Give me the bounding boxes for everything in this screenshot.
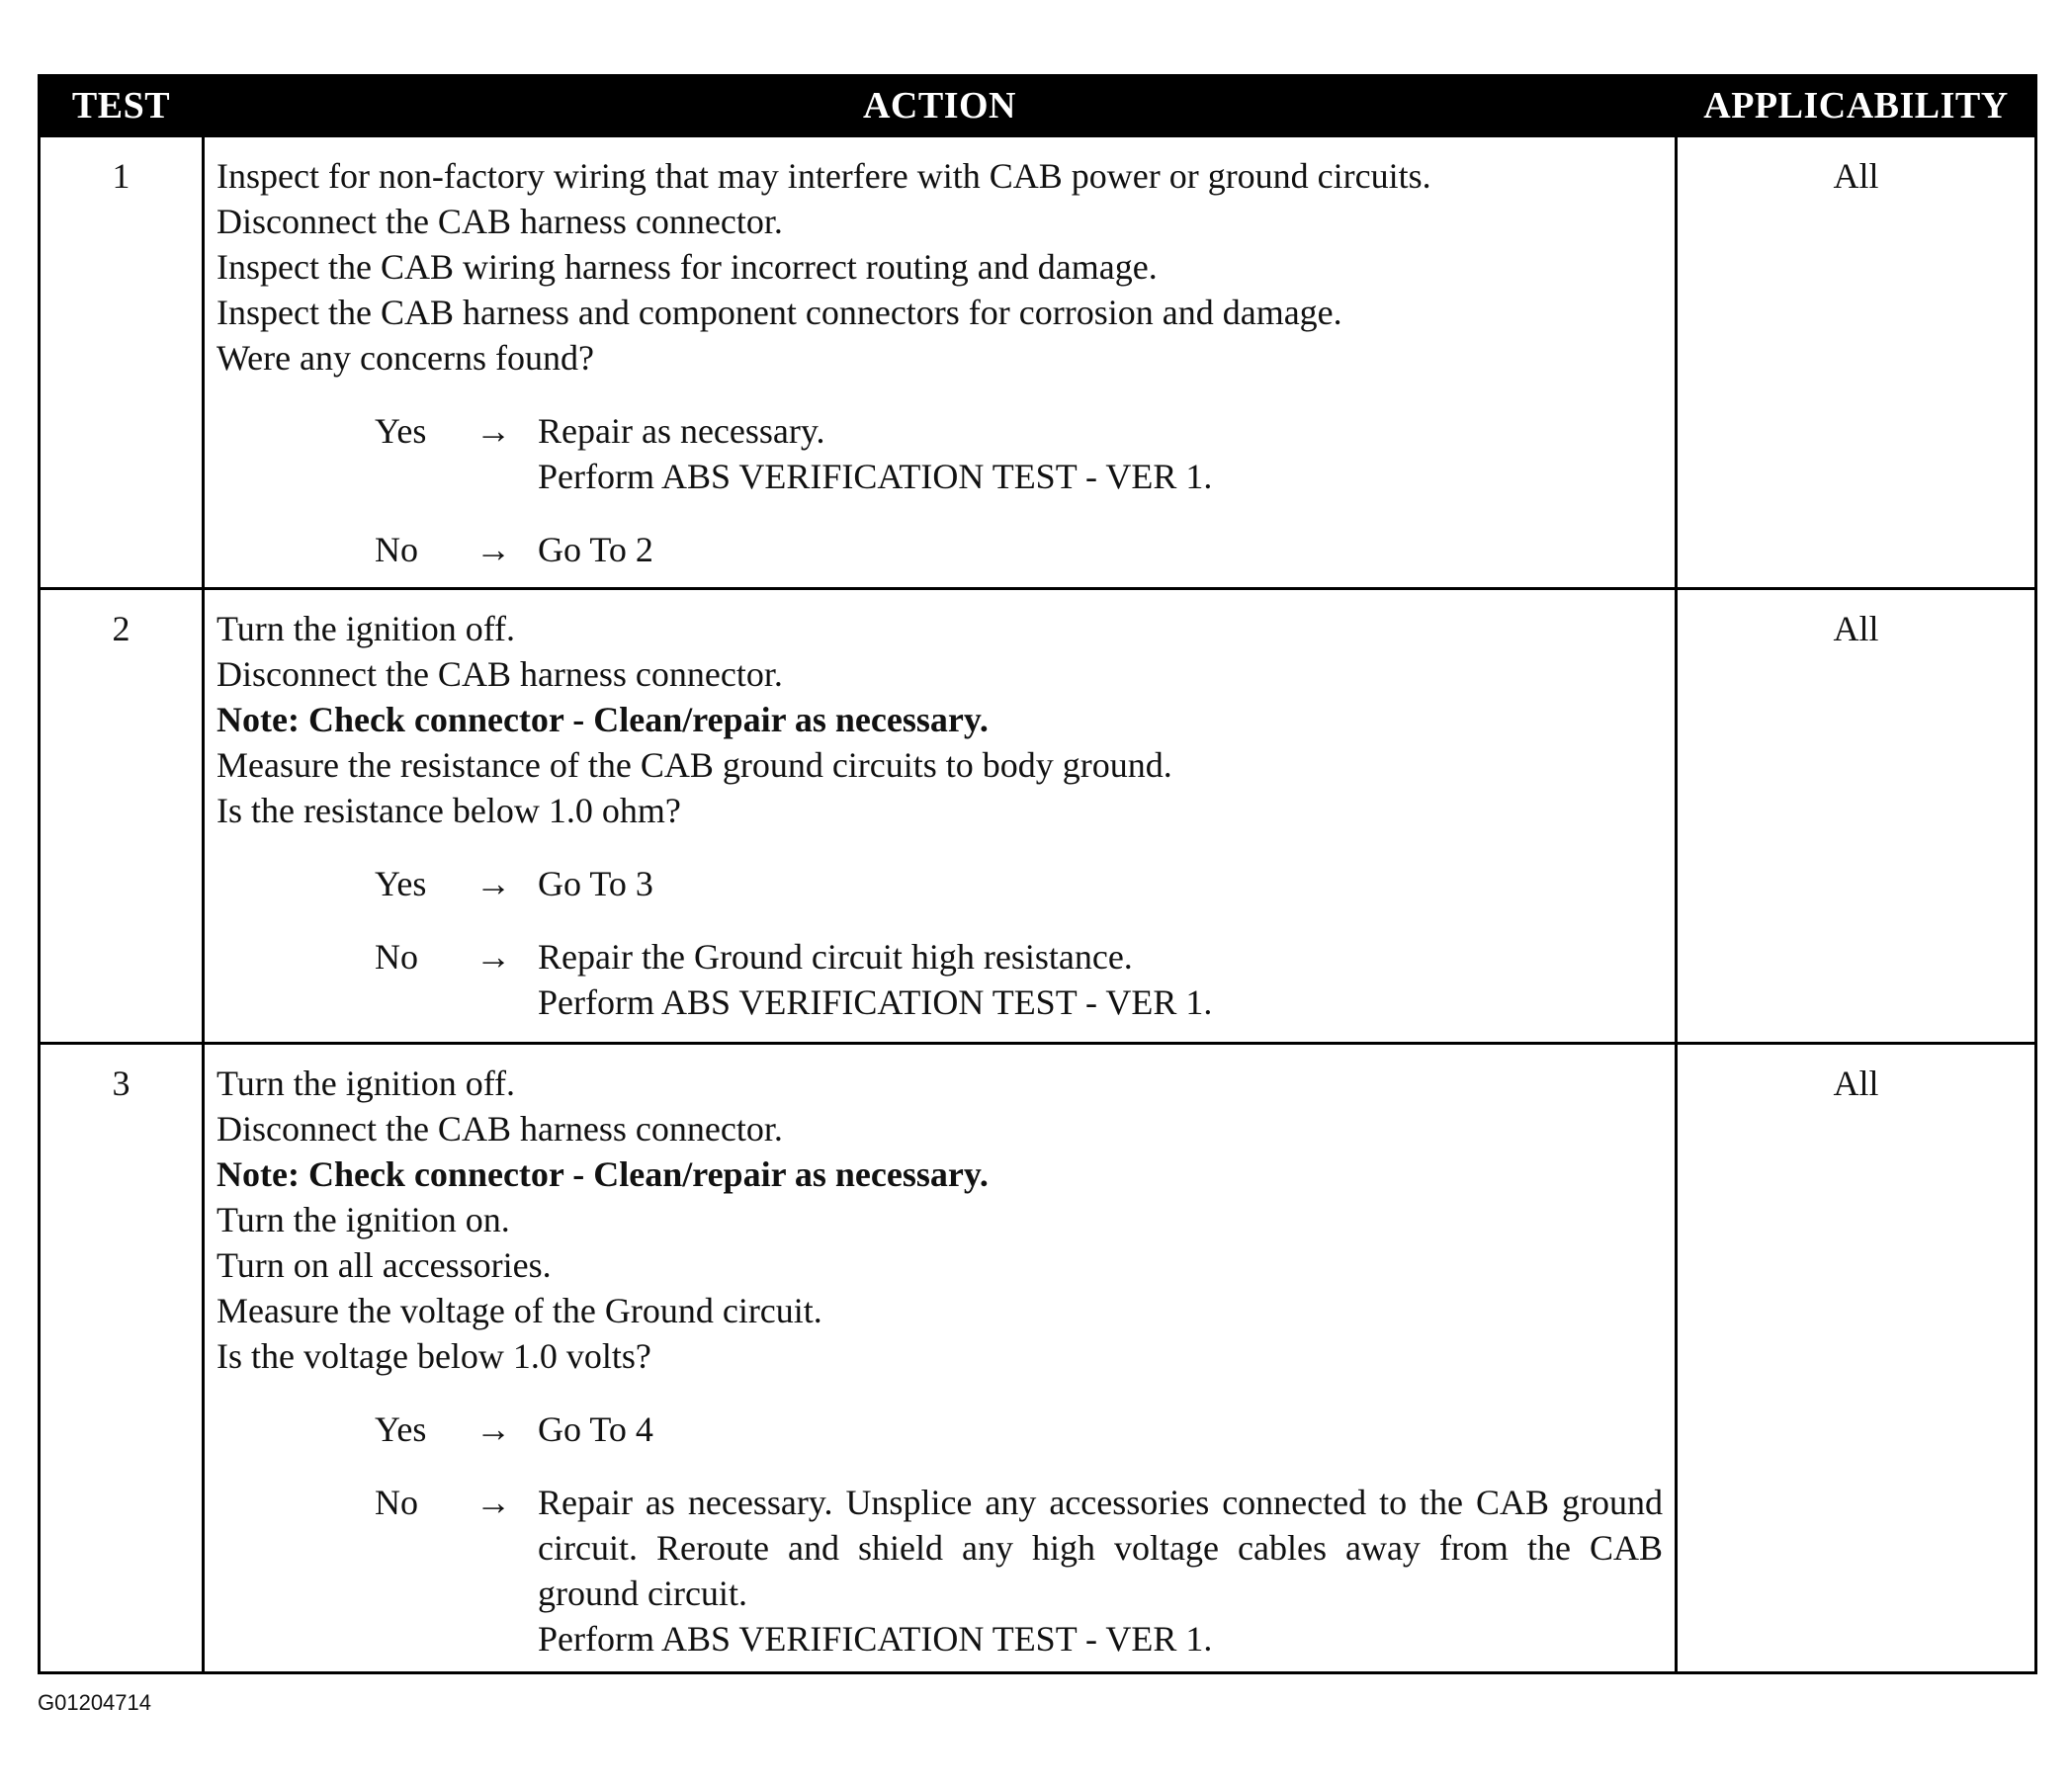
diagnostic-test-table: [38, 74, 2037, 1674]
table-row: [40, 1044, 2036, 1673]
action-step: Turn the ignition on.: [216, 1200, 510, 1239]
no-outcome: [375, 934, 1663, 1025]
action-step: Disconnect the CAB harness connector.: [216, 654, 783, 694]
arrow-icon: →: [475, 1409, 511, 1449]
action-step: Disconnect the CAB harness connector.: [216, 1109, 783, 1149]
yes-outcome: [375, 408, 1663, 499]
applicability-cell: All: [1677, 136, 2036, 589]
no-result: Go To 2: [538, 530, 653, 569]
action-step: Measure the resistance of the CAB ground circuits to body ground.: [216, 745, 1172, 785]
yes-label: Yes: [375, 864, 427, 903]
no-result: Repair the Ground circuit high resistance. Perform ABS VERIFICATION TEST - VER 1.: [538, 937, 1213, 1022]
no-outcome: [375, 527, 1663, 572]
no-outcome: [375, 1480, 1663, 1661]
no-label: No: [375, 937, 418, 977]
arrow-icon: →: [475, 937, 511, 977]
action-step: Inspect for non-factory wiring that may interfere with CAB power or ground circuits.: [216, 156, 1431, 196]
table-header-row: [40, 76, 2036, 136]
action-note: Note: Check connector - Clean/repair as necessary.: [216, 700, 989, 739]
yes-outcome: [375, 861, 1663, 906]
yes-label: Yes: [375, 1409, 427, 1449]
header-action: ACTION: [204, 76, 1677, 136]
yes-result: Go To 3: [538, 864, 653, 903]
yes-outcome: [375, 1406, 1663, 1452]
action-question: Is the voltage below 1.0 volts?: [216, 1336, 651, 1376]
action-step: Turn on all accessories.: [216, 1245, 552, 1285]
no-result: Repair as necessary. Unsplice any accessories connected to the CAB ground circuit. Reroute and shield any high voltage cables away from the CAB ground circuit. Perform ABS VERIFICATION TEST - VER 1.: [538, 1483, 1663, 1659]
header-test: TEST: [40, 76, 204, 136]
yes-result: Go To 4: [538, 1409, 653, 1449]
test-number: 3: [40, 1044, 204, 1673]
figure-id: G01204714: [38, 1690, 151, 1715]
test-number: 2: [40, 589, 204, 1044]
arrow-icon: →: [475, 864, 511, 903]
action-cell: [204, 589, 1677, 1044]
action-question: Were any concerns found?: [216, 338, 594, 378]
action-step: Turn the ignition off.: [216, 1064, 516, 1103]
action-cell: [204, 136, 1677, 589]
no-label: No: [375, 1483, 418, 1522]
table-row: [40, 589, 2036, 1044]
yes-result: Repair as necessary. Perform ABS VERIFICATION TEST - VER 1.: [538, 411, 1213, 496]
arrow-icon: →: [475, 530, 511, 569]
arrow-icon: →: [475, 411, 511, 451]
action-step: Inspect the CAB harness and component connectors for corrosion and damage.: [216, 293, 1342, 332]
action-step: Turn the ignition off.: [216, 609, 516, 648]
test-number: 1: [40, 136, 204, 589]
arrow-icon: →: [475, 1483, 511, 1522]
table-row: [40, 136, 2036, 589]
action-step: Disconnect the CAB harness connector.: [216, 202, 783, 241]
applicability-cell: All: [1677, 589, 2036, 1044]
header-applicability: APPLICABILITY: [1677, 76, 2036, 136]
applicability-cell: All: [1677, 1044, 2036, 1673]
action-question: Is the resistance below 1.0 ohm?: [216, 791, 681, 830]
action-step: Inspect the CAB wiring harness for incorrect routing and damage.: [216, 247, 1158, 287]
action-note: Note: Check connector - Clean/repair as necessary.: [216, 1154, 989, 1194]
no-label: No: [375, 530, 418, 569]
action-step: Measure the voltage of the Ground circuit.: [216, 1291, 822, 1330]
yes-label: Yes: [375, 411, 427, 451]
action-cell: [204, 1044, 1677, 1673]
